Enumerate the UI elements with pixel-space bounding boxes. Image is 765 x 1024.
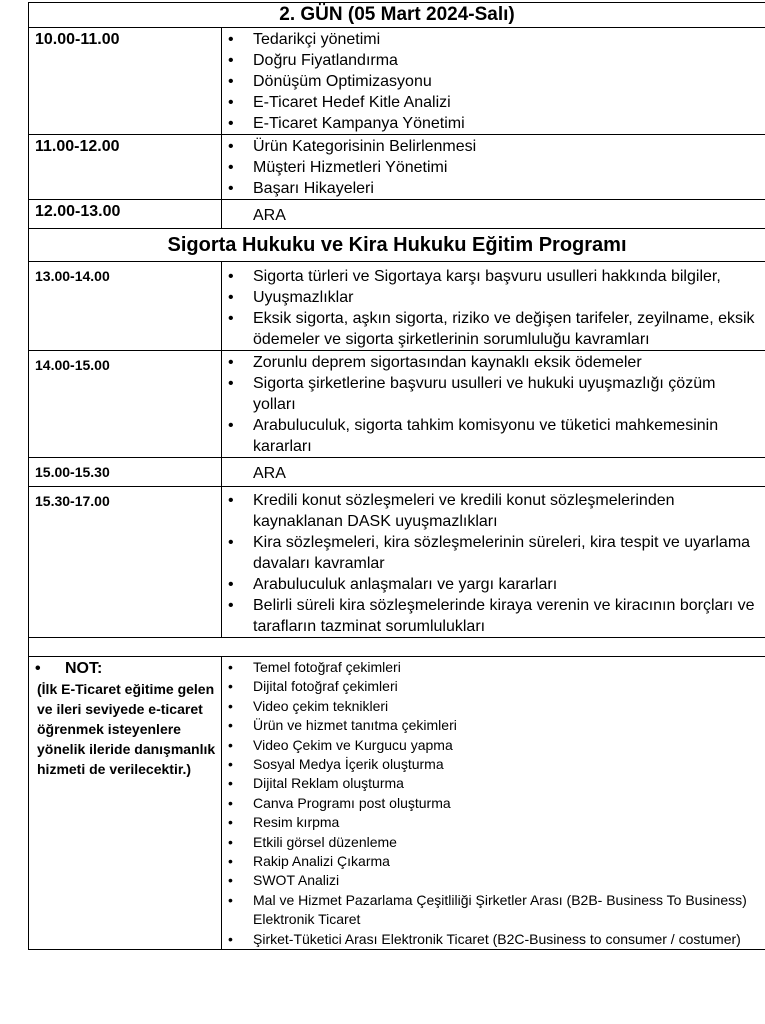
topic-item: • Doğru Fiyatlandırma — [222, 50, 759, 71]
topic-item: • Kredili konut sözleşmeleri ve kredili konut sözleşmelerinden kaynaklanan DASK uyuşmazlıkları — [222, 490, 759, 532]
topic-item: • Mal ve Hizmet Pazarlama Çeşitliliği Şirketler Arası (B2B- Business To Business) Elektronik Ticaret — [222, 891, 759, 930]
session-topics — [222, 351, 765, 458]
session-time: 12.00-13.00 — [29, 200, 222, 229]
topic-item: • E-Ticaret Hedef Kitle Analizi — [222, 92, 759, 113]
note-bullet: • — [35, 660, 41, 677]
topic-item: • Ürün ve hizmet tanıtma çekimleri — [222, 716, 759, 735]
topic-item: • Ürün Kategorisinin Belirlenmesi — [222, 136, 759, 157]
session-row — [29, 351, 765, 458]
topic-item: • Uyuşmazlıklar — [222, 287, 759, 308]
break-label: ARA — [222, 458, 765, 487]
session-row — [29, 28, 765, 135]
session-time: 14.00-15.00 — [29, 351, 222, 458]
topic-item: • Video Çekim ve Kurgucu yapma — [222, 736, 759, 755]
topic-item: • Sigorta şirketlerine başvuru usulleri ve hukuki uyuşmazlığı çözüm yolları — [222, 373, 759, 415]
session-topics — [222, 487, 765, 638]
session-time: 13.00-14.00 — [29, 262, 222, 351]
note-heading — [29, 657, 221, 679]
topic-item: • Dijital Reklam oluşturma — [222, 774, 759, 793]
session-row — [29, 135, 765, 200]
topic-item: • Başarı Hikayeleri — [222, 178, 759, 199]
topic-item: • Etkili görsel düzenleme — [222, 833, 759, 852]
session-time: 11.00-12.00 — [29, 135, 222, 200]
topic-item: • Arabuluculuk anlaşmaları ve yargı kararları — [222, 574, 759, 595]
session-time: 10.00-11.00 — [29, 28, 222, 135]
session-row — [29, 262, 765, 351]
session-topics — [222, 28, 765, 135]
topic-item: • Eksik sigorta, aşkın sigorta, riziko ve değişen tarifeler, zeyilname, eksik ödemeler ve sigorta şirketlerinin sorumluluğu kavramları — [222, 308, 759, 350]
topic-item: • Rakip Analizi Çıkarma — [222, 852, 759, 871]
note-title: NOT: — [65, 660, 103, 677]
note-body: (İlk E-Ticaret eğitime gelen ve ileri seviyede e-ticaret öğrenmek isteyenlere yönelik ileride danışmanlık hizmeti de verilecektir.) — [37, 681, 216, 777]
topic-item: • Dönüşüm Optimizasyonu — [222, 71, 759, 92]
note-cell — [29, 657, 222, 950]
topic-item: • Dijital fotoğraf çekimleri — [222, 677, 759, 696]
day-title: 2. GÜN (05 Mart 2024-Salı) — [29, 3, 765, 28]
topic-item: • Video çekim teknikleri — [222, 697, 759, 716]
topic-item: • Sigorta türleri ve Sigortaya karşı başvuru usulleri hakkında bilgiler, — [222, 266, 759, 287]
session-time: 15.30-17.00 — [29, 487, 222, 638]
session-topics — [222, 262, 765, 351]
break-row — [29, 458, 765, 487]
day-title-row — [29, 3, 765, 28]
topic-item: • Resim kırpma — [222, 813, 759, 832]
session-time: 15.00-15.30 — [29, 458, 222, 487]
topic-item: • Sosyal Medya İçerik oluşturma — [222, 755, 759, 774]
topic-item: • Kira sözleşmeleri, kira sözleşmelerinin süreleri, kira tespit ve uyarlama davaları kavramlar — [222, 532, 759, 574]
empty-cell — [29, 638, 765, 657]
note-row — [29, 657, 765, 950]
topic-item: • Canva Programı post oluşturma — [222, 794, 759, 813]
program-title: Sigorta Hukuku ve Kira Hukuku Eğitim Programı — [29, 229, 765, 262]
program-title-row — [29, 229, 765, 262]
topic-item: • Şirket-Tüketici Arası Elektronik Ticaret (B2C-Business to consumer / costumer) — [222, 930, 759, 949]
topic-item: • Arabuluculuk, sigorta tahkim komisyonu ve tüketici mahkemesinin kararları — [222, 415, 759, 457]
topic-item: • Belirli süreli kira sözleşmelerinde kiraya verenin ve kiracının borçları ve tarafların tazminat sorumlulukları — [222, 595, 759, 637]
topic-item: • Müşteri Hizmetleri Yönetimi — [222, 157, 759, 178]
topic-item: • SWOT Analizi — [222, 871, 759, 890]
topic-item: • Temel fotoğraf çekimleri — [222, 658, 759, 677]
topic-item: • E-Ticaret Kampanya Yönetimi — [222, 113, 759, 134]
session-row — [29, 487, 765, 638]
session-topics — [222, 135, 765, 200]
topic-item: • Zorunlu deprem sigortasından kaynaklı eksik ödemeler — [222, 352, 759, 373]
note-topics — [222, 657, 765, 950]
topic-item: • Tedarikçi yönetimi — [222, 29, 759, 50]
break-label: ARA — [222, 200, 765, 229]
break-row — [29, 200, 765, 229]
schedule-table — [28, 2, 765, 950]
empty-row — [29, 638, 765, 657]
